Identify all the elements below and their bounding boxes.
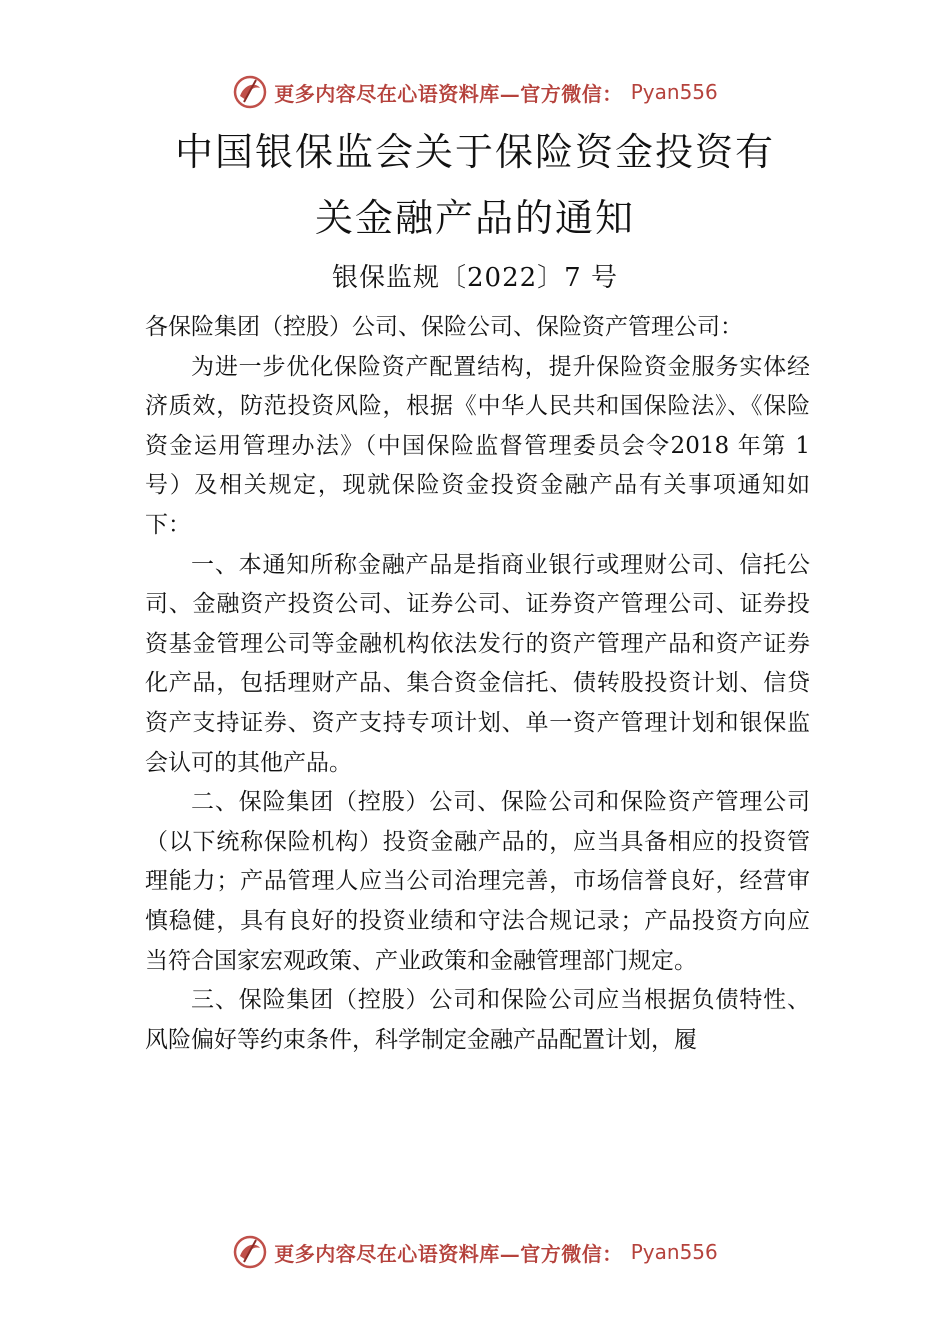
- paragraph-article-1: 一、本通知所称金融产品是指商业银行或理财公司、信托公司、金融资产投资公司、证券公司、证券资产管理公司、证券投资基金管理公司等金融机构依法发行的资产管理产品和资产证券化产品，包括理财产品、集合资金信托、债转股投资计划、信贷资产支持证券、资产支持专项计划、单一资产管理计划和银保监会认可的其他产品。: [145, 551, 810, 776]
- brand-logo-icon: [232, 1234, 268, 1270]
- watermark-text: 更多内容尽在心语资料库—官方微信：: [274, 1241, 623, 1266]
- paragraph-article-3: 三、保险集团（控股）公司和保险公司应当根据负债特性、风险偏好等约束条件，科学制定金融产品配置计划，履: [145, 987, 810, 1053]
- paragraph-article-2: 二、保险集团（控股）公司、保险公司和保险资产管理公司（以下统称保险机构）投资金融产品的，应当具备相应的投资管理能力；产品管理人应当公司治理完善，市场信誉良好，经营审慎稳健，具有良好的投资业绩和守法合规记录；产品投资方向应当符合国家宏观政策、产业政策和金融管理部门规定。: [145, 789, 810, 974]
- salutation: 各保险集团（控股）公司、保险公司、保险资产管理公司：: [145, 314, 743, 340]
- document-title-line-2: 关金融产品的通知: [314, 196, 635, 240]
- watermark-footer: [0, 1232, 950, 1272]
- watermark-header: [0, 72, 950, 112]
- watermark-wechat-id: Pyan556: [630, 80, 718, 104]
- paragraph-intro: 为进一步优化保险资产配置结构，提升保险资金服务实体经济质效，防范投资风险，根据《中华人民共和国保险法》、《保险资金运用管理办法》（中国保险监督管理委员会令2018 年第 1 号）及相关规定，现就保险资金投资金融产品有关事项通知如下：: [145, 353, 810, 538]
- brand-logo-icon: [232, 74, 268, 110]
- watermark-text: 更多内容尽在心语资料库—官方微信：: [274, 81, 623, 106]
- document-body: [145, 308, 810, 1060]
- document-title-line-1: 中国银保监会关于保险资金投资有: [174, 130, 775, 174]
- watermark-wechat-id: Pyan556: [630, 1240, 718, 1264]
- document-number: 银保监规〔2022〕7 号: [332, 263, 618, 293]
